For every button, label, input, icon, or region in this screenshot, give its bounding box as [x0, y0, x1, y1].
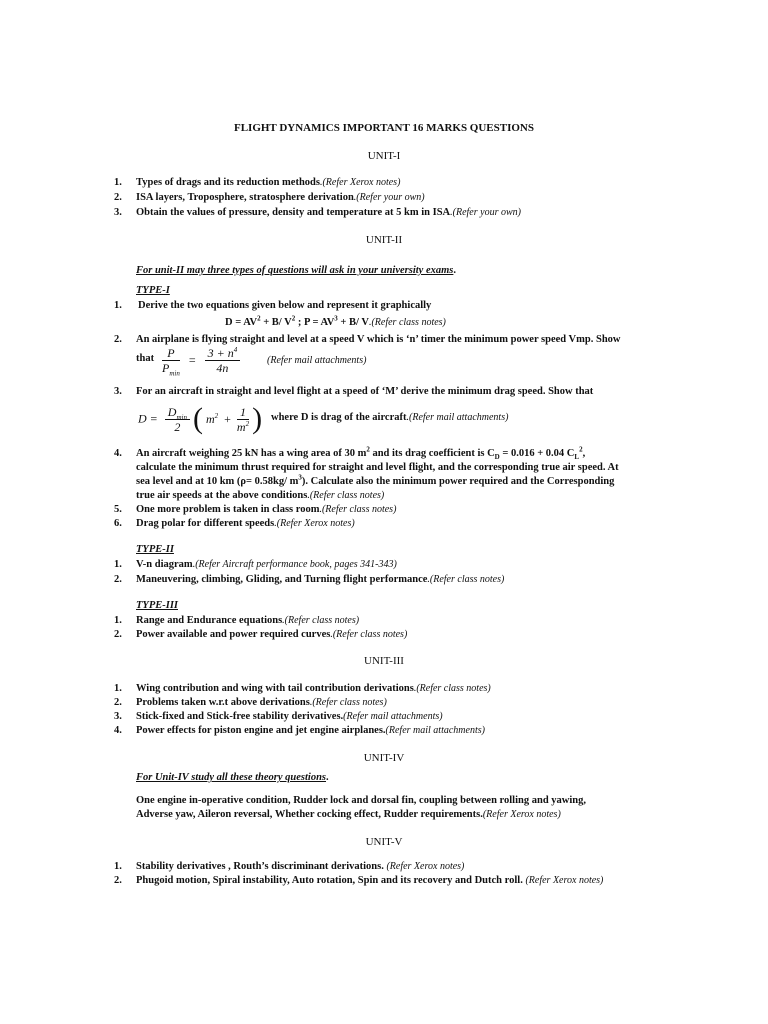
list-item [136, 559, 397, 570]
question-text: For an aircraft in straight and level flight at a speed of ‘M’ derive the minimum drag speed. Show that [136, 386, 594, 397]
where-text: where D is drag of the aircraft [271, 412, 407, 423]
question-line [136, 490, 384, 501]
item-reference: (Refer mail attachments) [343, 711, 443, 722]
unit-4-note [136, 767, 329, 785]
item-reference: .(Refer class notes) [427, 574, 505, 585]
where-clause [271, 412, 508, 423]
that-label: that [136, 353, 155, 364]
unit-2-heading: UNIT-II [365, 234, 403, 246]
line-part: Adverse yaw, Aileron reversal, Whether cocking effect, Rudder requirements. [136, 809, 483, 820]
list-item [136, 683, 491, 694]
list-item [136, 861, 464, 872]
line-sup: 3 [298, 473, 302, 482]
item-reference: .(Refer Xerox notes) [319, 177, 401, 188]
item-reference: .(Refer class notes) [319, 504, 397, 515]
eq-sup: 3 [334, 314, 338, 323]
eq-part: D = AV [225, 317, 258, 328]
list-number: 3. [114, 207, 122, 218]
list-item [136, 697, 387, 708]
unit-1-heading: UNIT-I [367, 150, 401, 162]
line-part: sea level and at 10 km (ρ= 0.58kg/ m [136, 476, 299, 487]
list-number: 3. [114, 711, 122, 722]
item-text: Types of drags and its reduction methods [136, 177, 320, 188]
item-text: Maneuvering, climbing, Gliding, and Turning flight performance [136, 574, 428, 585]
item-text: Problems taken w.r.t above derivations [136, 697, 310, 708]
m-squared [206, 412, 218, 426]
item-reference: (Refer Xerox notes) [386, 861, 465, 872]
question-text [136, 518, 355, 529]
item-reference: .(Refer your own) [450, 207, 521, 218]
m-sup: 2 [214, 411, 219, 420]
item-text: One more problem is taken in class room [136, 504, 320, 515]
line-part: = 0.016 + 0.04 C [499, 448, 575, 459]
item-reference: .(Refer mail attachments) [406, 412, 509, 423]
item-text: Obtain the values of pressure, density and temperature at 5 km in ISA [136, 207, 451, 218]
eq-sup: 2 [291, 314, 296, 323]
type-2-label: TYPE-II [136, 544, 174, 555]
list-number: 1. [114, 300, 122, 311]
right-paren: ) [252, 402, 263, 435]
list-item [136, 725, 485, 736]
list-item [136, 629, 407, 640]
note-period: . [326, 772, 329, 783]
den-sup: 2 [245, 419, 250, 428]
eq-lhs: D = [138, 411, 158, 426]
question-line: calculate the minimum thrust required for straight and level flight, and the corresponding true air speed. At [136, 462, 619, 473]
list-number: 2. [114, 875, 122, 886]
num-symbol: D [167, 404, 177, 419]
equation-drag-power [225, 314, 446, 328]
item-text: ISA layers, Troposphere, stratosphere derivation [136, 192, 354, 203]
type-1-label: TYPE-I [136, 285, 170, 296]
numerator: 1 [237, 405, 249, 420]
question-text [136, 504, 396, 515]
question-text: An airplane is flying straight and level at a speed V which is ‘n’ timer the minimum power speed Vmp. Show [136, 334, 621, 345]
item-text: Drag polar for different speeds [136, 518, 275, 529]
eq-part: ; P = AV [295, 317, 335, 328]
denominator [237, 420, 249, 434]
item-reference: (Refer mail attachments) [385, 725, 485, 736]
left-paren: ( [192, 402, 203, 435]
denominator [162, 361, 180, 378]
item-reference: .(Refer Xerox notes) [274, 518, 355, 529]
unit-3-heading: UNIT-III [364, 655, 404, 667]
equation-power-ratio [162, 346, 240, 378]
item-reference: .(Refer class notes) [309, 697, 387, 708]
theory-line: One engine in-operative condition, Rudder lock and dorsal fin, coupling between rolling and yawing, [136, 795, 587, 806]
line-part: true air speeds at the above conditions [136, 490, 308, 501]
note-text: For Unit-IV study all these theory questions [136, 772, 327, 783]
eq-part: + B/ V [337, 317, 369, 328]
fraction-inverse [237, 405, 249, 434]
unit-2-note [136, 260, 456, 278]
list-number: 2. [114, 574, 122, 585]
document-title: FLIGHT DYNAMICS IMPORTANT 16 MARKS QUESTIONS [233, 122, 534, 134]
denominator: 2 [174, 419, 181, 434]
item-reference: .(Refer Aircraft performance book, pages 341-343) [192, 559, 397, 570]
list-item [136, 192, 425, 203]
list-number: 2. [114, 697, 122, 708]
line-part: , [582, 448, 586, 459]
den-symbol: m [236, 419, 246, 434]
list-item [136, 615, 359, 626]
list-number: 3. [114, 386, 122, 397]
item-text: V-n diagram [136, 559, 193, 570]
list-number: 1. [114, 861, 122, 872]
item-reference: .(Refer class notes) [413, 683, 491, 694]
plus-sign: + [224, 411, 231, 426]
list-number: 1. [114, 615, 122, 626]
line-sup: 2 [579, 445, 583, 454]
line-sub: D [494, 453, 500, 462]
item-text: Power effects for piston engine and jet engine airplanes. [136, 725, 386, 736]
item-text: Phugoid motion, Spiral instability, Auto rotation, Spin and its recovery and Dutch roll. [136, 875, 526, 886]
line-part: ). Calculate also the minimum power required and the Corresponding [301, 476, 615, 487]
list-number: 1. [114, 559, 122, 570]
num-sup: 4 [233, 346, 238, 354]
fraction-dmin [165, 405, 190, 434]
list-item [136, 711, 443, 722]
unit-5-heading: UNIT-V [365, 836, 403, 848]
list-item [136, 875, 603, 886]
numerator [165, 405, 190, 420]
denominator: 4n [216, 361, 229, 375]
item-text: Stability derivatives , Routh’s discriminant derivations. [136, 861, 387, 872]
unit-4-heading: UNIT-IV [363, 752, 405, 764]
note-period: . [453, 265, 456, 276]
theory-line [136, 809, 561, 820]
m-symbol: m [205, 411, 215, 426]
line-sup: 2 [366, 445, 370, 454]
eq-part: + B/ V [260, 317, 292, 328]
den-sub: min [169, 369, 180, 378]
list-number: 4. [114, 448, 122, 459]
line-part: An aircraft weighing 25 kN has a wing area of 30 m [136, 448, 367, 459]
list-number: 4. [114, 725, 122, 736]
question-line [136, 473, 615, 487]
item-text: Range and Endurance equations [136, 615, 283, 626]
fraction-left [162, 346, 180, 378]
list-number: 5. [114, 504, 122, 515]
list-number: 1. [114, 177, 122, 188]
list-item [136, 574, 504, 585]
item-reference: (Refer Xerox notes) [525, 875, 604, 886]
numerator: P [162, 346, 180, 361]
den-symbol: P [162, 361, 170, 375]
list-number: 1. [114, 683, 122, 694]
equation-min-drag [138, 404, 262, 434]
item-text: Power available and power required curves [136, 629, 331, 640]
num-text: 3 + n [207, 346, 234, 360]
item-text: Wing contribution and wing with tail contribution derivations [136, 683, 414, 694]
fraction-right [205, 346, 241, 375]
list-item [136, 207, 521, 218]
list-number: 2. [114, 334, 122, 345]
item-reference: .(Refer class notes) [282, 615, 360, 626]
list-number: 6. [114, 518, 122, 529]
line-sub: L [574, 453, 580, 462]
numerator [205, 346, 241, 361]
note-text: For unit-II may three types of questions will ask in your university exams [136, 265, 454, 276]
list-number: 2. [114, 629, 122, 640]
item-reference: (Refer mail attachments) [267, 355, 367, 366]
list-item [136, 177, 400, 188]
type-3-label: TYPE-III [136, 600, 178, 611]
eq-sup: 2 [257, 314, 261, 323]
item-reference: .(Refer class notes) [368, 317, 446, 328]
line-part: and its drag coefficient is C [369, 448, 495, 459]
item-reference: (Refer Xerox notes) [482, 809, 561, 820]
item-text: Stick-fixed and Stick-free stability derivatives. [136, 711, 344, 722]
question-text: Derive the two equations given below and represent it graphically [138, 300, 432, 311]
item-reference: .(Refer class notes) [330, 629, 408, 640]
num-sub: min [176, 412, 187, 421]
equals-sign: = [188, 353, 196, 367]
item-reference: .(Refer your own) [353, 192, 425, 203]
item-reference: .(Refer class notes) [307, 490, 385, 501]
list-number: 2. [114, 192, 122, 203]
question-line [136, 445, 586, 462]
